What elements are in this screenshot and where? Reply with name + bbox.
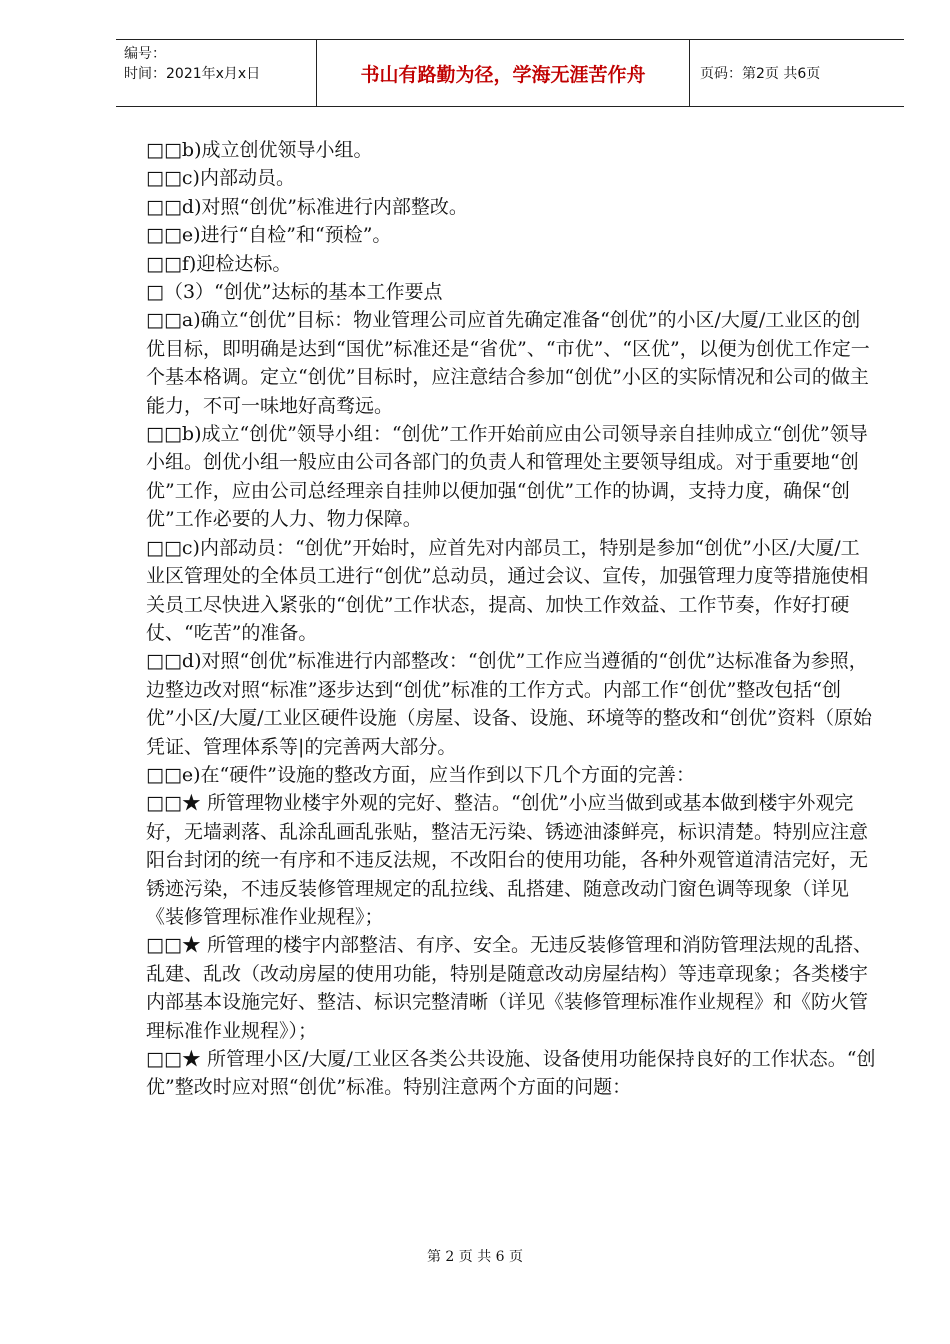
paragraph: □□f)迎检达标。: [146, 252, 292, 275]
page-header: [116, 39, 904, 107]
paragraph: □□d)对照“创优”标准进行内部整改：“创优”工作应当遵循的“创优”达标准备为参照，边整边改对照“标准”逐步达到“创优”标准的工作方式。内部工作“创优”整改包括“创优”小区/大厦/工业区硬件设施（房屋、设备、设施、环境等的整改和“创优”资料（原始凭证、管理体系等|的完善两大部分。: [146, 650, 872, 758]
paragraph: □□e)进行“自检”和“预检”。: [146, 224, 392, 247]
document-body: [146, 136, 876, 1102]
header-motto: 书山有路勤为径，学海无涯苦作舟: [316, 40, 690, 106]
paragraph: □□d)对照“创优”标准进行内部整改。: [146, 195, 468, 218]
number-label: 编号：: [124, 46, 166, 62]
paragraph: □□★ 所管理的楼宇内部整洁、有序、安全。无违反装修管理和消防管理法规的乱搭、乱建、乱改（改动房屋的使用功能，特别是随意改动房屋结构）等违章现象；各类楼宇内部基本设施完好、整洁、标识完整清晰（详见《装修管理标准作业规程》和《防火管理标准作业规程》）；: [146, 934, 872, 1042]
section-heading: □（3）“创优”达标的基本工作要点: [146, 281, 443, 304]
paragraph: □□c)内部动员：“创优”开始时，应首先对内部员工，特别是参加“创优”小区/大厦/工业区管理处的全体员工进行“创优”总动员，通过会议、宣传，加强管理力度等措施使相关员工尽快进入紧张的“创优”工作状态，提高、加快工作效益、工作节奏，作好打硬仗、“吃苦”的准备。: [146, 536, 869, 644]
paragraph: □□c)内部动员。: [146, 167, 295, 190]
header-page-label: 页码：第2页 共6页: [700, 66, 821, 82]
paragraph: □□b)成立“创优”领导小组：“创优”工作开始前应由公司领导亲自挂帅成立“创优”领导小组。创优小组一般应由公司各部门的负责人和管理处主要领导组成。对于重要地“创优”工作，应由公司总经理亲自挂帅以便加强“创优”工作的协调，支持力度，确保“创优”工作必要的人力、物力保障。: [146, 423, 868, 531]
paragraph: □□e)在“硬件”设施的整改方面，应当作到以下几个方面的完善：: [146, 763, 695, 786]
paragraph: □□b)成立创优领导小组。: [146, 139, 373, 161]
time-label: 时间：2021年x月x日: [124, 66, 261, 82]
header-meta: [116, 40, 316, 106]
paragraph: □□★ 所管理小区/大厦/工业区各类公共设施、设备使用功能保持良好的工作状态。“创优”整改时应对照“创优”标准。特别注意两个方面的问题：: [146, 1048, 876, 1099]
paragraph: □□★ 所管理物业楼宇外观的完好、整洁。“创优”小应当做到或基本做到楼宇外观完好，无墙剥落、乱涂乱画乱张贴，整洁无污染、锈迹油漆鲜亮，标识清楚。特别应注意阳台封闭的统一有序和不违反法规，不改阳台的使用功能，各种外观管道清洁完好，无锈迹污染，不违反装修管理规定的乱拉线、乱搭建、随意改动门窗色调等现象（详见《装修管理标准作业规程》；: [146, 792, 869, 928]
paragraph: □□a)确立“创优”目标：物业管理公司应首先确定准备“创优”的小区/大厦/工业区的创优目标，即明确是达到“国优”标准还是“省优”、“市优”、“区优”，以便为创优工作定一个基本格调。定立“创优”目标时，应注意结合参加“创优”小区的实际情况和公司的做主能力，不可一味地好高骛远。: [146, 309, 870, 417]
page-footer: 第 2 页 共 6 页: [426, 1249, 524, 1265]
